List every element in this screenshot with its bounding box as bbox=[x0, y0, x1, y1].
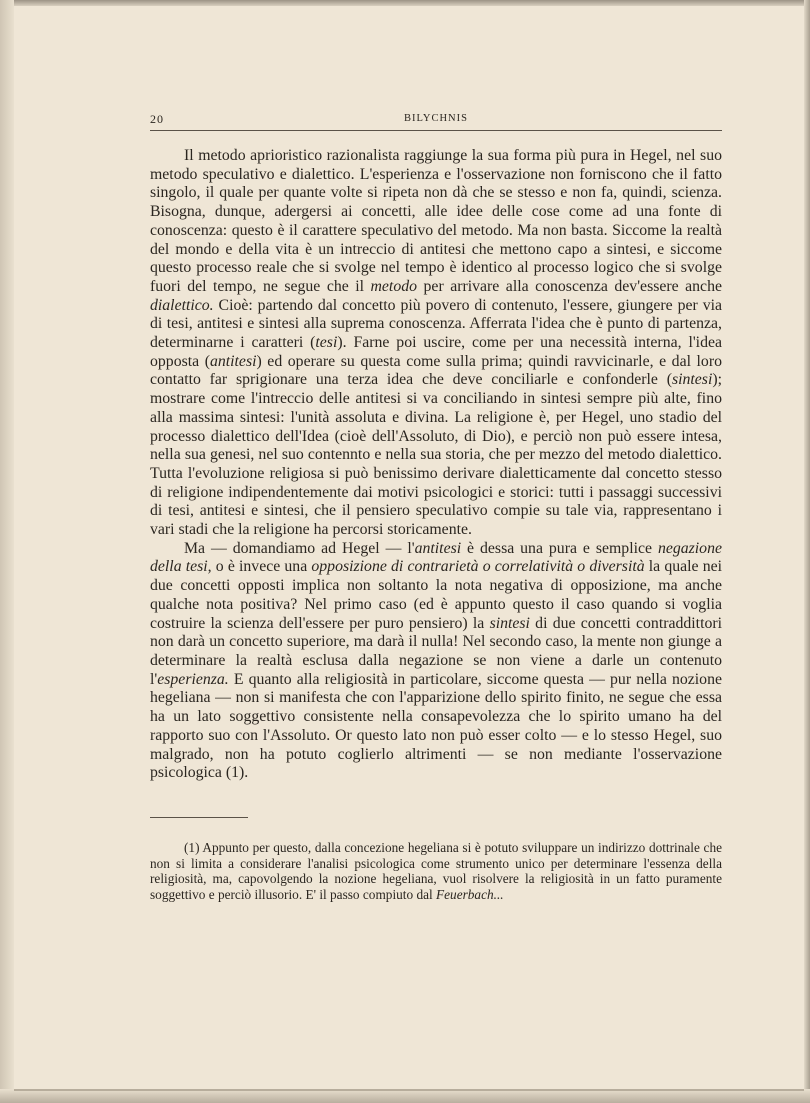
header-rule bbox=[150, 130, 722, 131]
text-run: (1) Appunto per questo, dalla concezione hegeliana si è potuto sviluppare un indirizzo dottrinale che non si limita a considerare l'analisi psicologica come strumento unico per determinare l'essenza della religiosità, ma, capovolgendo la nozione hegeliana, vuol risolvere la religiosità in un fatto puramente soggettivo e perciò illusorio. E' il passo compiuto dal bbox=[150, 840, 722, 902]
page-top-edge bbox=[0, 0, 810, 6]
emphasis-dialettico: dialettico. bbox=[150, 296, 214, 314]
text-run: Ma — domandiamo ad Hegel — l' bbox=[184, 539, 415, 557]
emphasis-negazione: negazione della tesi, bbox=[150, 539, 722, 576]
emphasis-sintesi: sintesi bbox=[671, 371, 713, 389]
emphasis-sintesi: sintesi bbox=[489, 614, 530, 632]
emphasis-antitesi: antitesi bbox=[414, 539, 462, 557]
page-number: 20 bbox=[150, 112, 164, 126]
running-header bbox=[150, 112, 722, 132]
page-left-edge bbox=[0, 0, 14, 1103]
emphasis-antitesi: antitesi bbox=[209, 352, 257, 370]
text-run: ); mostrare come l'intreccio delle antitesi si va conciliando in sintesi sempre più alte, fino alla massima sintesi: l'unità assoluta e divina. La religione è, per Hegel, uno stadio del processo dialettico dell'Idea (cioè dell'Assoluto, di Dio), e perciò non può essere intesa, nella sua genesi, nel suo contennto e nella sua storia, che per mezzo del metodo dialettico. Tutta l'evoluzione religiosa si può benissimo derivare dialetticamente dal concetto stesso di religione indipendentemente dai motivi psicologici e storici: tutti i passaggi successivi di tesi, antitesi e sintesi, che il pensiero speculativo compie su tale via, rappresentano i vari stadi che la religione ha percorsi storicamente. bbox=[150, 371, 722, 539]
text-run: ). Farne poi uscire, come per una necessità interna, l'idea opposta ( bbox=[150, 334, 722, 370]
footnote-text bbox=[150, 840, 722, 902]
text-run: per arrivare alla conoscenza dev'essere anche bbox=[417, 277, 722, 295]
emphasis-esperienza: esperienza. bbox=[157, 670, 229, 688]
journal-title: BILYCHNIS bbox=[404, 113, 468, 124]
text-run: è dessa una pura e semplice bbox=[461, 539, 658, 557]
text-run: la quale nei due concetti opposti implica non soltanto la nota negativa di opposizione, ma anche qualche nota positiva? Nel primo caso (ed è appunto questo il caso quando si voglia costruire la scienza dell'essere per puro pensiero) la bbox=[150, 558, 723, 632]
text-run: E quanto alla religiosità in particolare, siccome questa — pur nella nozione hegeliana — non si manifesta che con l'apparizione dello spirito finito, ne segue che essa ha un lato soggettivo consistente nella consapevolezza che lo spirito umano ha del rapporto suo con l'Assoluto. Or questo lato non può esser colto — e lo stesso Hegel, suo malgrado, non ha potuto coglierlo altrimenti — se non mediante l'osservazione psicologica (1). bbox=[150, 670, 722, 782]
emphasis-tesi: tesi bbox=[315, 334, 338, 352]
page-right-edge bbox=[804, 0, 810, 1103]
text-run: Cioè: partendo dal concetto più povero di contenuto, l'essere, giungere per via di tesi, antitesi e sintesi alla suprema conoscenza. Afferrata l'idea che è punto di partenza, determinarne i caratteri ( bbox=[150, 296, 722, 352]
main-text bbox=[150, 147, 722, 783]
page-bottom-edge bbox=[0, 1089, 810, 1103]
emphasis-feuerbach: Feuerbach... bbox=[436, 886, 504, 902]
text-run: Il metodo aprioristico razionalista raggiunge la sua forma più pura in Hegel, nel suo metodo speculativo e dialettico. L'esperienza e l'osservazione non forniscono che il fatto singolo, il quale per quante volte si ripeta non dà che se stesso e non fa, quindi, scienza. Bisogna, dunque, adergersi ai concetti, alle idee delle cose come ad una fonte di conoscenza: questo è il carattere speculativo del metodo. Ma non basta. Siccome la realtà del mondo e della vita è un intreccio di antitesi che mettono capo a sintesi, e siccome questo processo reale che si svolge nel tempo è identico al processo logico che si svolge fuori del tempo, ne segue che il bbox=[150, 147, 722, 295]
text-run: di due concetti contraddittori non darà un concetto superiore, ma darà il nulla! Nel secondo caso, la mente non giunge a determinare la realtà esclusa dalla negazione se non viene a darle un contenuto l' bbox=[150, 614, 723, 688]
text-run: o è invece una bbox=[211, 558, 312, 576]
emphasis-opposizione: opposizione di contrarietà o correlatività o diversità bbox=[311, 558, 645, 576]
emphasis-metodo: metodo bbox=[370, 277, 418, 295]
bottom-border-rule bbox=[14, 1089, 804, 1091]
footnote-rule bbox=[150, 817, 248, 818]
paragraph-antithesis-question bbox=[150, 540, 722, 783]
footnote bbox=[150, 840, 722, 902]
text-run: ) ed operare su questa come sulla prima; quindi ravvicinarle, e dal loro contatto far sprigionare una terza idea che deve conciliarle e confonderle ( bbox=[150, 352, 722, 389]
paragraph-hegel-method bbox=[150, 147, 722, 540]
